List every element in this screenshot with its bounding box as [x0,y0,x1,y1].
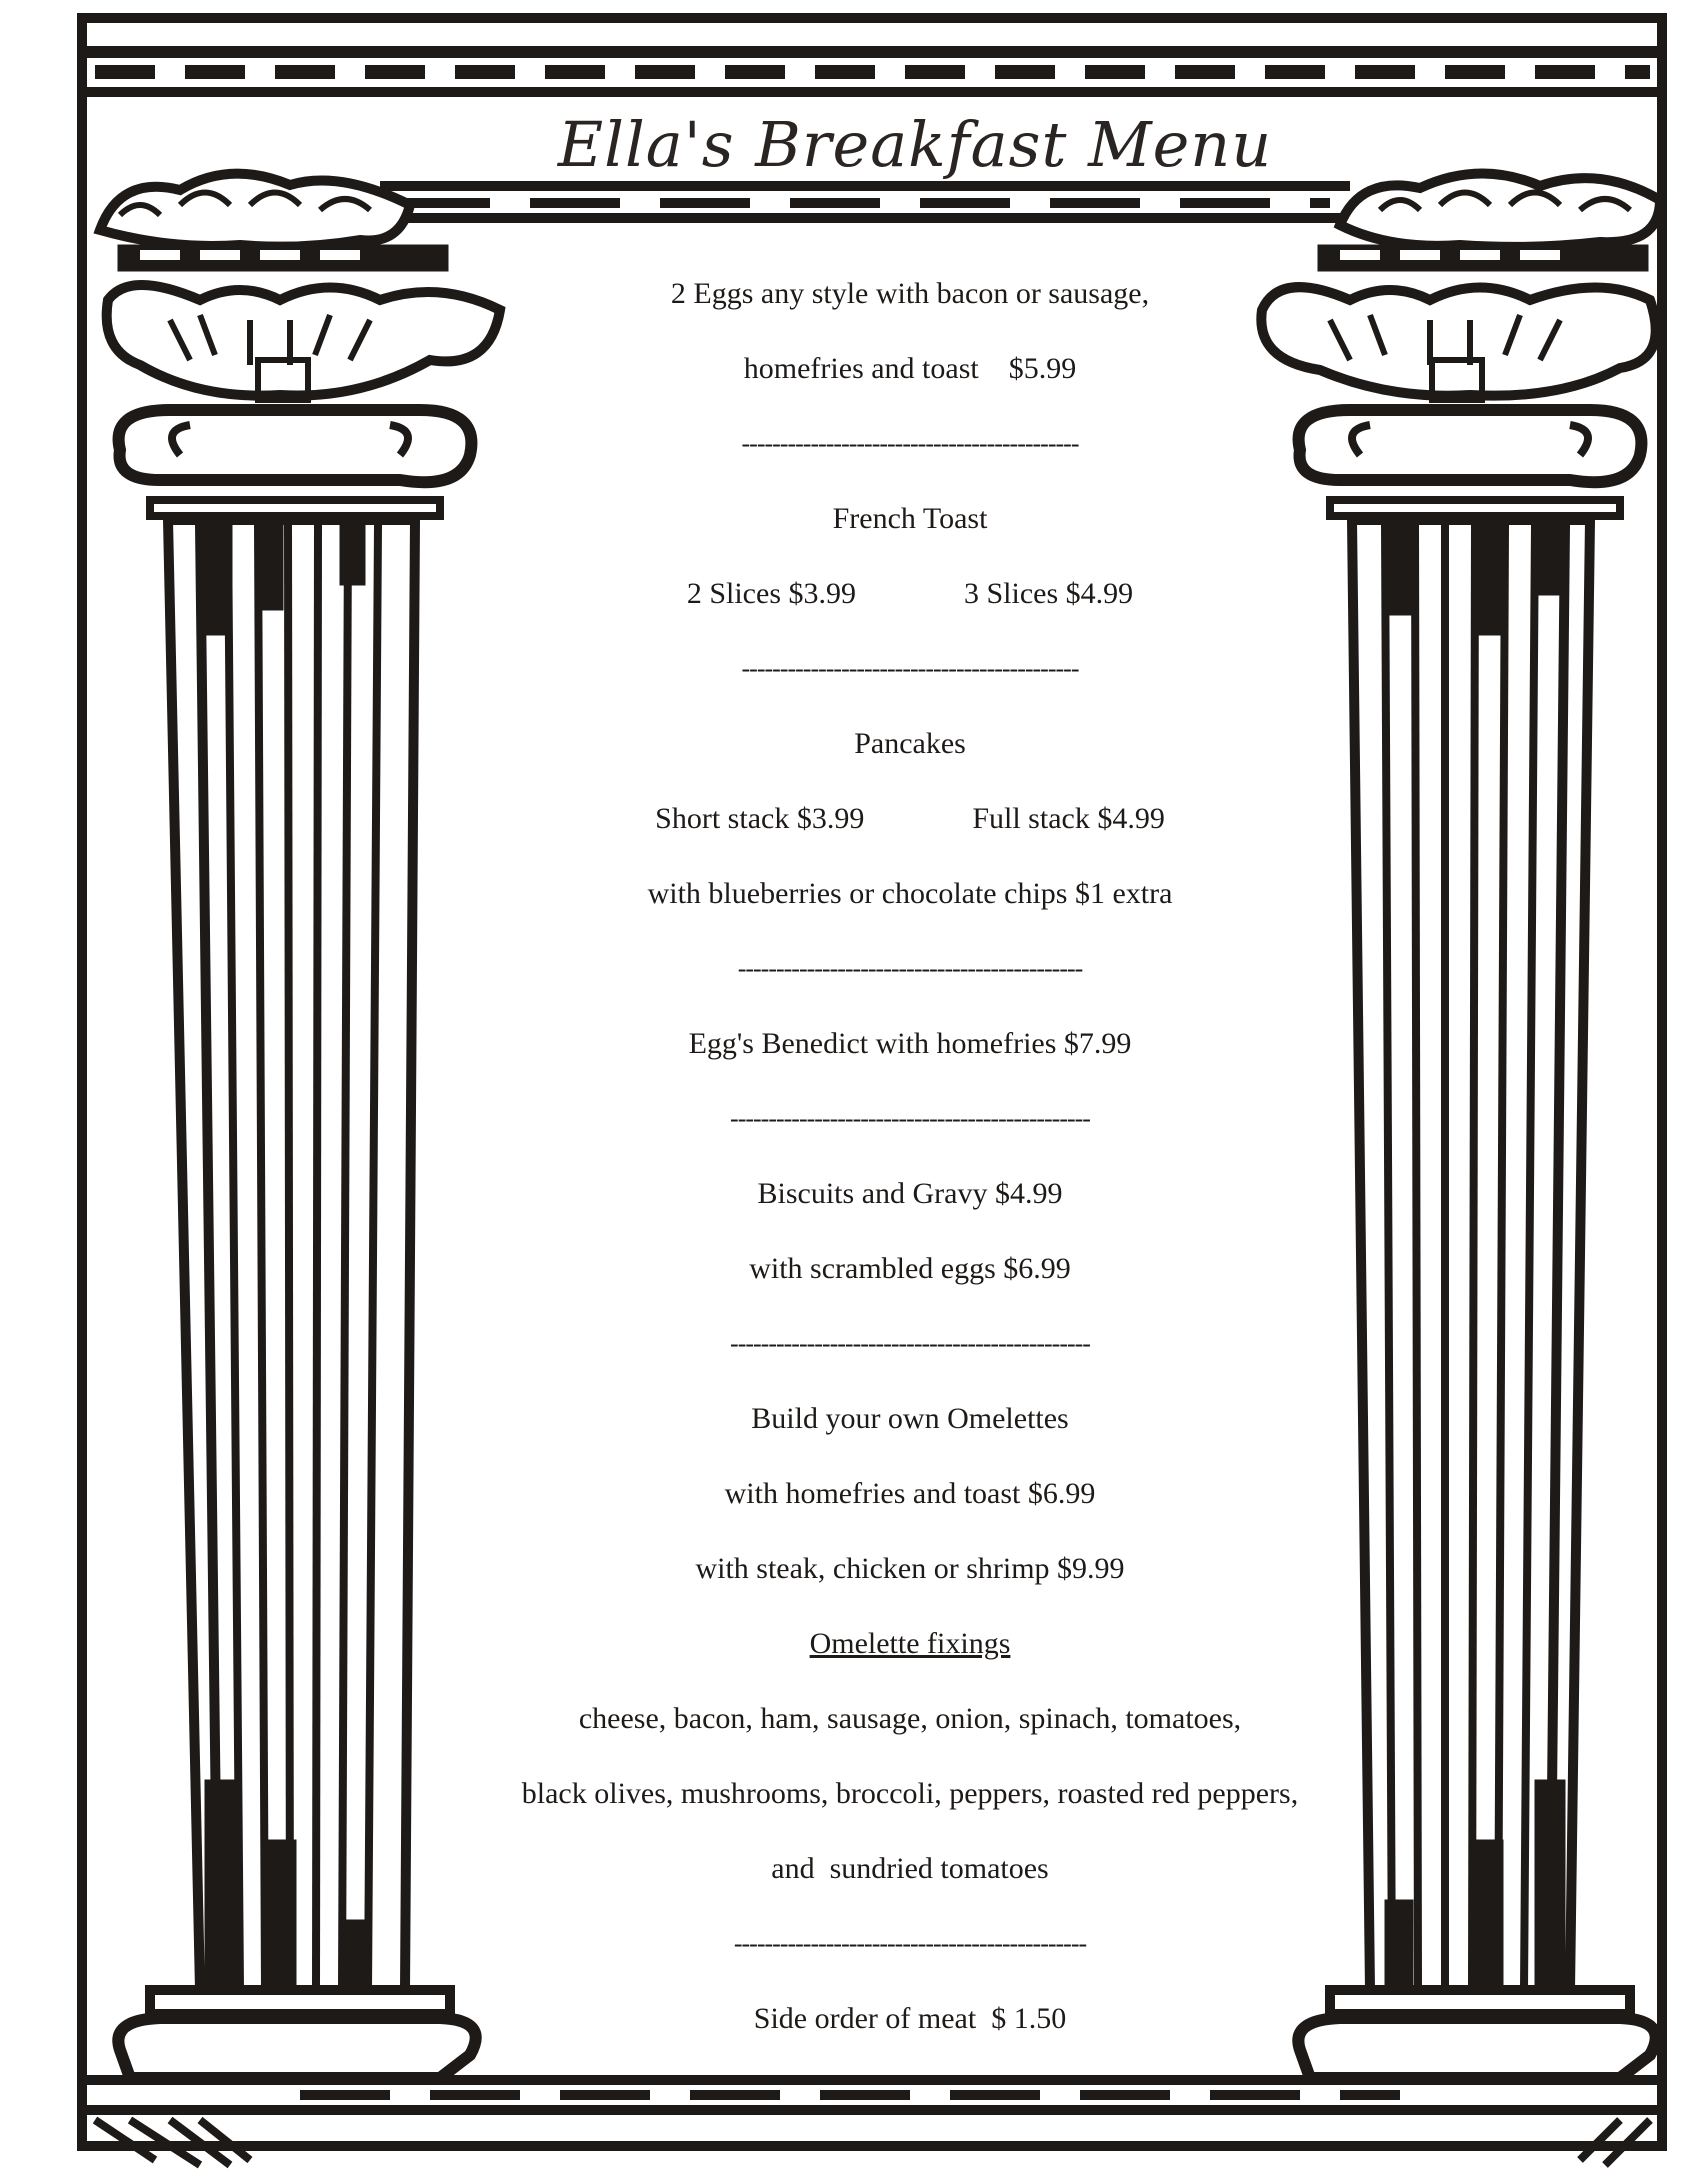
french-toast-3-slices: 3 Slices $4.99 [964,577,1134,610]
omelette-title: Build your own Omelettes [751,1402,1069,1435]
omelette-fixings-2: black olives, mushrooms, broccoli, peppers, roasted red peppers, [521,1777,1299,1810]
omelette-fixings-title: Omelette fixings [809,1627,1011,1660]
separator-5: ----------------------------------------------- [730,1329,1090,1358]
menu-body [470,268,1350,2068]
separator-2: -------------------------------------------- [741,654,1079,683]
pancakes-short-stack: Short stack $3.99 [655,802,865,835]
omelette-with-toast: with homefries and toast $6.99 [724,1477,1096,1510]
pancakes-title: Pancakes [854,727,966,760]
side-order-meat: Side order of meat $ 1.50 [753,2002,1067,2035]
separator-4: ----------------------------------------------- [730,1104,1090,1133]
menu-title: Ella's Breakfast Menu [557,108,1273,181]
pancakes-prices [470,793,1350,868]
pancakes-full-stack: Full stack $4.99 [972,802,1165,835]
french-toast-prices [470,568,1350,643]
omelette-fixings-1: cheese, bacon, ham, sausage, onion, spinach, tomatoes, [578,1702,1242,1735]
biscuits-with-eggs: with scrambled eggs $6.99 [749,1252,1071,1285]
separator-6: ---------------------------------------------- [733,1929,1087,1958]
pancakes-extra: with blueberries or chocolate chips $1 extra [647,877,1173,910]
eggs-line-1: 2 Eggs any style with bacon or sausage, [670,277,1150,310]
separator-3: --------------------------------------------- [737,954,1083,983]
eggs-line-2: homefries and toast $5.99 [743,352,1077,385]
french-toast-title: French Toast [832,502,988,535]
omelette-with-meat: with steak, chicken or shrimp $9.99 [695,1552,1125,1585]
omelette-fixings-3: and sundried tomatoes [771,1852,1049,1885]
french-toast-2-slices: 2 Slices $3.99 [686,577,856,610]
eggs-benedict: Egg's Benedict with homefries $7.99 [688,1027,1132,1060]
separator-1: -------------------------------------------- [741,429,1079,458]
biscuits-and-gravy: Biscuits and Gravy $4.99 [757,1177,1063,1210]
